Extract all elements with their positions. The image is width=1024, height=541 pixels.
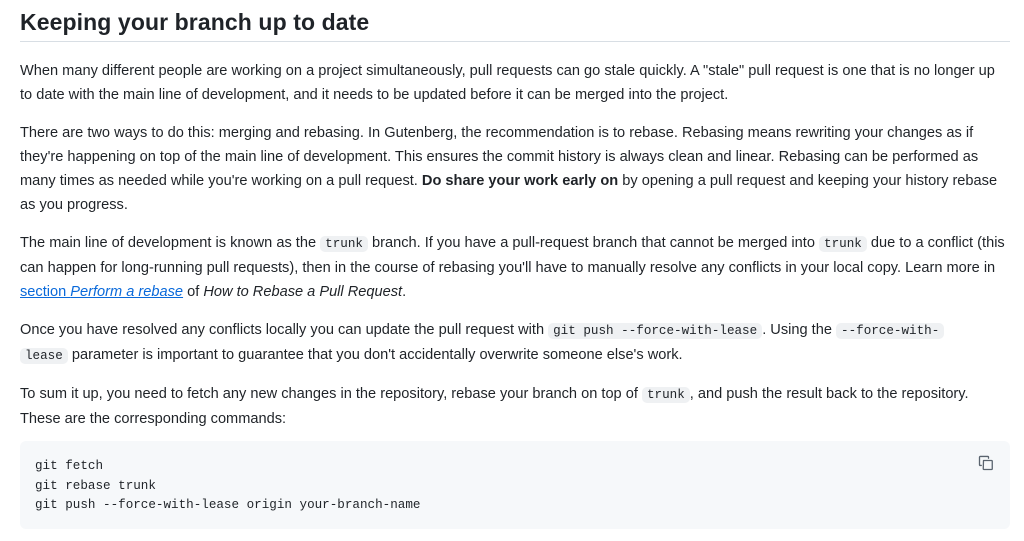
paragraph-stale-prs — [20, 59, 1010, 107]
paragraph-text: branch. If you have a pull-request branch that cannot be merged into — [367, 235, 820, 251]
code-line: git rebase trunk — [35, 478, 156, 493]
doc-title-italic: How to Rebase a Pull Request — [203, 284, 403, 300]
paragraph-text: of — [183, 284, 204, 300]
code-line: git fetch — [35, 459, 104, 473]
copy-icon — [978, 455, 994, 471]
link-text: section — [20, 284, 71, 300]
paragraph-text: . Using the — [762, 322, 837, 338]
inline-code-trunk: trunk — [320, 236, 368, 252]
paragraph-text: . — [402, 284, 407, 300]
section-heading: Keeping your branch up to date — [20, 0, 1010, 42]
paragraph-summary — [20, 382, 1010, 431]
inline-code-trunk: trunk — [642, 387, 690, 403]
code-line: git push --force-with-lease origin your-branch-name — [35, 498, 421, 512]
paragraph-text: due to a conflict (this can happen for long-running pull requests), then in the course of rebasing you'll have to manually resolve any conflicts in your local copy. Learn more in — [20, 235, 1005, 276]
paragraph-text: To sum it up, you need to fetch any new changes in the repository, rebase your branch on top of — [20, 386, 642, 402]
code-block[interactable] — [20, 441, 1010, 529]
copy-button[interactable] — [974, 451, 998, 475]
paragraph-trunk-branch — [20, 231, 1010, 304]
perform-a-rebase-link[interactable] — [20, 284, 183, 300]
paragraph-merge-vs-rebase — [20, 121, 1010, 217]
inline-code-trunk: trunk — [819, 236, 867, 252]
paragraph-text: by opening a pull request and keeping your history rebase as you progress. — [20, 173, 998, 213]
inline-code-force-with-lease: lease — [20, 348, 68, 364]
paragraph-text: Once you have resolved any conflicts locally you can update the pull request with — [20, 322, 549, 338]
paragraph-text: parameter is important to guarantee that you don't accidentally overwrite someone else's work. — [67, 347, 683, 363]
link-italic-text: Perform a rebase — [70, 284, 184, 300]
inline-code-git-push: git push --force-with-lease — [548, 323, 762, 339]
emphasis-share-early: Do share your work early on — [421, 173, 619, 189]
paragraph-text: When many different people are working on a project simultaneously, pull requests can go stale quickly. A "stale" pull request is one that is no longer up to date with the main line of development, and it needs to be updated before it can be merged into the project. — [20, 63, 995, 103]
paragraph-text: The main line of development is known as the — [20, 235, 321, 251]
paragraph-force-push — [20, 318, 1010, 368]
inline-code-force-with-lease: --force-with- — [836, 323, 944, 339]
paragraph-text: , and push the result back to the repository. These are the corresponding commands: — [20, 386, 969, 427]
paragraph-text: There are two ways to do this: merging and rebasing. In Gutenberg, the recommendation is to rebase. Rebasing means rewriting your changes as if they're happening on top of the main line of development. This ensures the commit history is always clean and linear. Rebasing can be performed as many times as needed while you're working on a pull request. — [20, 125, 979, 189]
